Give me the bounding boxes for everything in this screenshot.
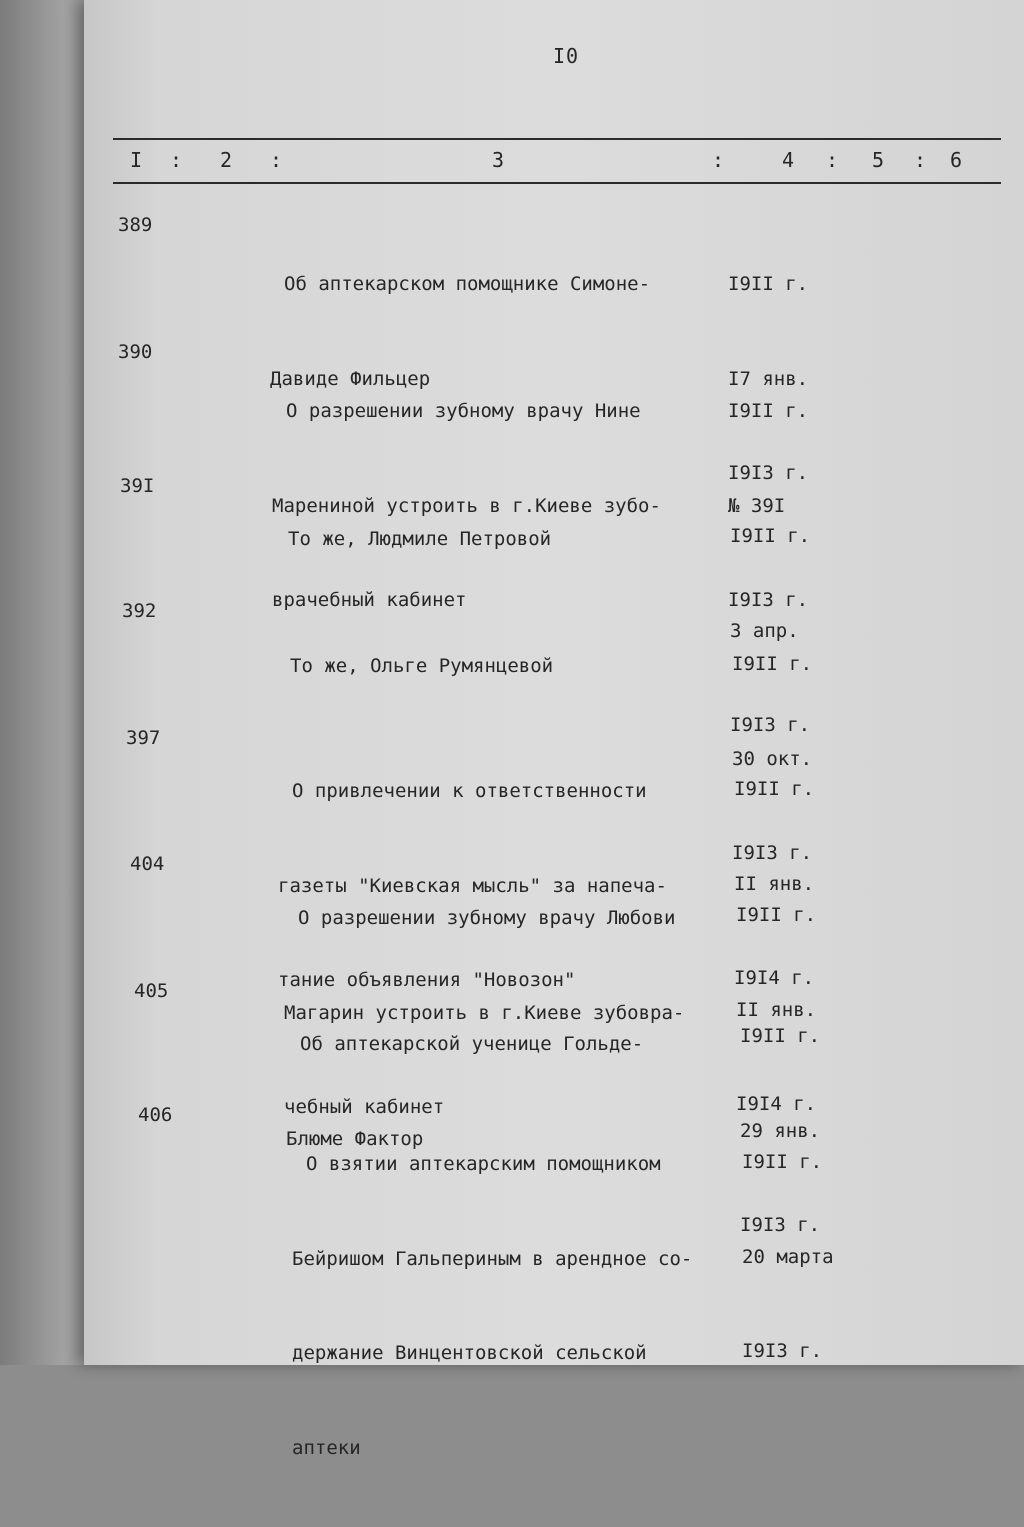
- date-line: 3 апр.: [730, 619, 799, 642]
- row-number: 39I: [120, 475, 155, 497]
- header-separator: :: [914, 148, 927, 172]
- date-line: I9II г.: [742, 1151, 823, 1173]
- date-line: 29 янв.: [740, 1119, 821, 1142]
- date-line: I9I4 г.: [734, 967, 815, 989]
- title-line: Марениной устроить в г.Киеве зубо-: [272, 494, 661, 517]
- date-line: 20 марта: [742, 1245, 834, 1268]
- date-line: II янв.: [734, 872, 815, 895]
- title-line: тание объявления "Новозон": [278, 969, 576, 991]
- header-separator: :: [712, 148, 725, 172]
- table-header-top-rule: [113, 138, 1001, 140]
- title-line: врачебный кабинет: [272, 589, 467, 611]
- header-col-1: I: [130, 148, 143, 172]
- title-line: Магарин устроить в г.Киеве зубовра-: [284, 1001, 685, 1024]
- title-line: аптеки: [292, 1436, 361, 1459]
- title-line: держание Винцентовской сельской: [292, 1342, 647, 1364]
- date-line: I9II г.: [732, 653, 813, 675]
- date-line: I9II г.: [740, 1025, 821, 1047]
- date-line: I9I3 г.: [728, 589, 809, 611]
- row-number: 406: [138, 1104, 173, 1126]
- date-line: I9I4 г.: [736, 1093, 817, 1115]
- row-number: 392: [122, 600, 157, 622]
- row-number: 397: [126, 727, 161, 749]
- header-separator: :: [826, 148, 839, 172]
- date-line: I9II г.: [728, 400, 809, 422]
- row-number: 390: [118, 341, 153, 363]
- title-line: О разрешении зубному врачу Любови: [298, 907, 676, 929]
- date-line: I9I3 г.: [728, 462, 809, 484]
- table-header-bottom-rule: [113, 182, 1001, 184]
- title-line: чебный кабинет: [284, 1096, 445, 1118]
- title-line: Об аптекарской ученице Гольде-: [300, 1033, 644, 1055]
- title-line: О привлечении к ответственности: [292, 780, 647, 802]
- title-line: О взятии аптекарским помощником: [306, 1153, 661, 1175]
- date-line: II янв.: [736, 998, 817, 1021]
- title-line: Блюме Фактор: [286, 1127, 424, 1150]
- row-number: 405: [134, 980, 169, 1002]
- row-title: [292, 1086, 692, 1527]
- row-number: 404: [130, 853, 165, 875]
- date-line: № 39I: [728, 494, 786, 517]
- header-col-2: 2: [220, 148, 233, 172]
- header-col-3: 3: [492, 148, 505, 172]
- header-separator: :: [270, 148, 283, 172]
- date-line: I9II г.: [736, 904, 817, 926]
- page-number: I0: [553, 44, 580, 68]
- title-line: То же, Людмиле Петровой: [288, 528, 552, 550]
- date-line: I9I3 г.: [740, 1214, 821, 1236]
- title-line: газеты "Киевская мысль" за напеча-: [278, 874, 667, 897]
- date-line: 30 окт.: [732, 747, 813, 770]
- underlying-page-edge: [0, 0, 90, 1365]
- date-line: I9II г.: [734, 778, 815, 800]
- header-separator: :: [170, 148, 183, 172]
- header-col-5: 5: [872, 148, 885, 172]
- header-col-4: 4: [782, 148, 795, 172]
- row-dates: [742, 1084, 834, 1431]
- date-line: I9II г.: [728, 273, 809, 295]
- title-line: То же, Ольге Румянцевой: [290, 655, 554, 677]
- title-line: Бейришом Гальпериным в арендное со-: [292, 1247, 693, 1270]
- date-line: I9I3 г.: [730, 714, 811, 736]
- title-line: Давиде Фильцер: [270, 367, 431, 390]
- date-line: I9I3 г.: [732, 842, 813, 864]
- date-line: I9II г.: [730, 525, 811, 547]
- header-col-6: 6: [950, 148, 963, 172]
- row-number: 389: [118, 214, 153, 236]
- title-line: О разрешении зубному врачу Нине: [286, 400, 641, 422]
- title-line: Об аптекарском помощнике Симоне-: [284, 273, 651, 295]
- date-line: I9I3 г.: [742, 1340, 823, 1362]
- date-line: I7 янв.: [728, 367, 809, 390]
